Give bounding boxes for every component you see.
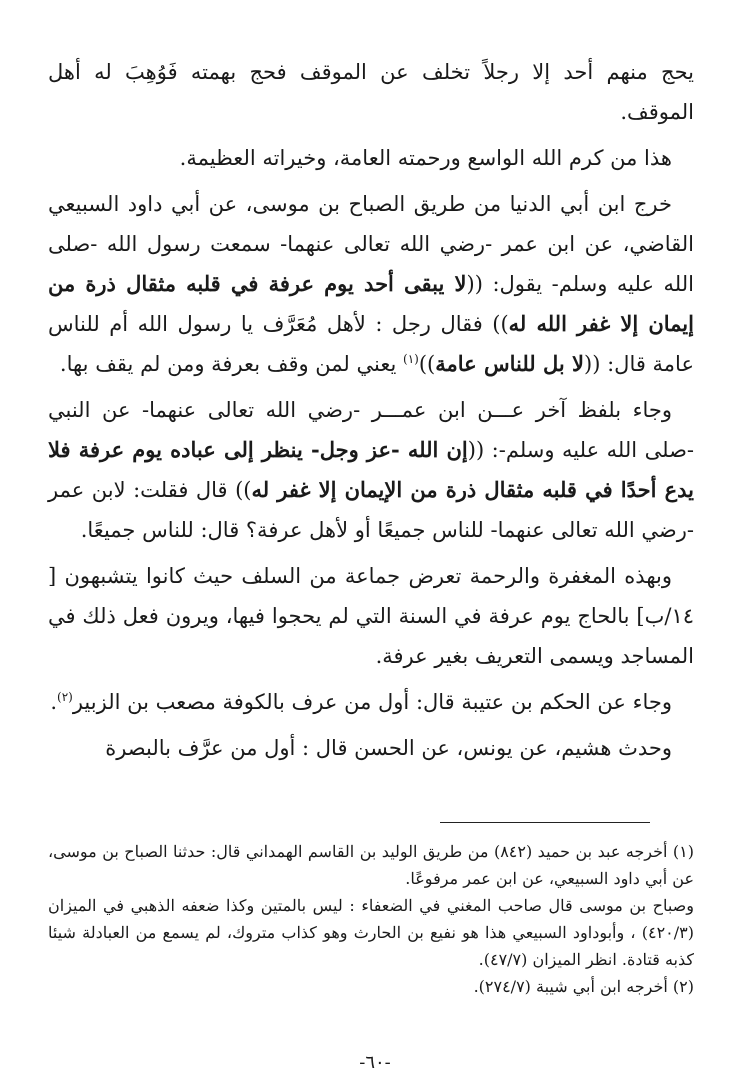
paragraph-text: هذا من كرم الله الواسع ورحمته العامة، وخيراته العظيمة. bbox=[179, 146, 672, 170]
paragraph-text: وبهذه المغفرة والرحمة تعرض جماعة من السلف حيث كانوا يتشبهون [ ١٤/ب] بالحاج يوم عرفة في السنة التي لم يحجوا فيها، ويرون فعل ذلك في المساجد ويسمى التعريف بغير عرفة. bbox=[48, 564, 694, 668]
page-number: -٦٠- bbox=[359, 1052, 391, 1073]
paragraph-hadith-2 bbox=[48, 390, 694, 550]
paragraph-text: وجاء عن الحكم بن عتيبة قال: أول من عرف بالكوفة مصعب بن الزبير bbox=[72, 690, 672, 714]
footnote-text: (٢) أخرجه ابن أبي شيبة (٢٧٤/٧). bbox=[473, 977, 694, 996]
paragraph-text: . bbox=[50, 690, 58, 714]
paragraph bbox=[48, 52, 694, 132]
paragraph bbox=[48, 138, 694, 178]
paragraph-text: )) فقال رجل : لأهل مُعَرَّف يا رسول الله أم للناس عامة قال: (( bbox=[48, 312, 694, 376]
footnotes bbox=[48, 838, 694, 1000]
paragraph-text: يحج منهم أحد إلا رجلاً تخلف عن الموقف فحج بهمته فَوُهِبَ له أهل الموقف. bbox=[48, 60, 694, 124]
paragraph-text: وحدث هشيم، عن يونس، عن الحسن قال : أول من عرَّف بالبصرة bbox=[105, 736, 672, 760]
main-text bbox=[48, 52, 694, 774]
footnote-marker: (٢) bbox=[57, 690, 73, 704]
paragraph-text: خرج ابن أبي الدنيا من طريق الصباح بن موسى، عن أبي داود السبيعي القاضي، عن ابن عمر -رضي الله تعالى عنهما- سمعت رسول الله -صلى الله عليه وسلم- يقول: (( bbox=[48, 192, 694, 296]
footnote-1 bbox=[48, 838, 694, 892]
hadith-quote: إن الله -عز وجل- ينظر إلى عباده يوم عرفة فلا يدع أحدًا في قلبه مثقال ذرة من الإيمان إلا غفر له bbox=[48, 437, 695, 502]
footnote-text: (١) أخرجه عبد بن حميد (٨٤٢) من طريق الوليد بن القاسم الهمداني قال: حدثنا الصباح بن موسى، عن أبي داود السبيعي، عن ابن عمر مرفوعًا. bbox=[48, 842, 694, 888]
paragraph-text: )) bbox=[418, 352, 436, 376]
paragraph-text: )) قال فقلت: لابن عمر -رضي الله تعالى عنهما- للناس جميعًا أو لأهل عرفة؟ قال: للناس جميعًا. bbox=[48, 478, 694, 542]
footnote-divider bbox=[440, 822, 650, 823]
footnote-1-continued bbox=[48, 892, 694, 973]
hadith-quote: لا بل للناس عامة bbox=[435, 351, 585, 376]
paragraph-text: وجاء بلفظ آخر عـــن ابن عمـــر -رضي الله تعالى عنهما- عن النبي -صلى الله عليه وسلم-: (( bbox=[48, 398, 694, 462]
paragraph bbox=[48, 556, 694, 676]
paragraph bbox=[48, 682, 694, 722]
hadith-quote: لا يبقى أحد يوم عرفة في قلبه مثقال ذرة من إيمان إلا غفر الله له bbox=[48, 271, 694, 336]
footnote-2 bbox=[48, 973, 694, 1000]
paragraph bbox=[48, 728, 694, 768]
footnote-text: وصباح بن موسى قال صاحب المغني في الضعفاء : ليس بالمتين وكذا ضعفه الذهبي في الميزان (٤٢٠/٣) ، وأبوداود السبيعي هذا هو نفيع بن الحارث وهو كذاب متروك، لم يسمع من العبادلة شيئا كذبه قتادة. انظر الميزان (٤٧/٧). bbox=[48, 896, 694, 969]
paragraph-hadith-1 bbox=[48, 184, 694, 384]
paragraph-text: يعني لمن وقف بعرفة ومن لم يقف بها. bbox=[59, 352, 403, 376]
footnote-marker: (١) bbox=[403, 352, 419, 366]
